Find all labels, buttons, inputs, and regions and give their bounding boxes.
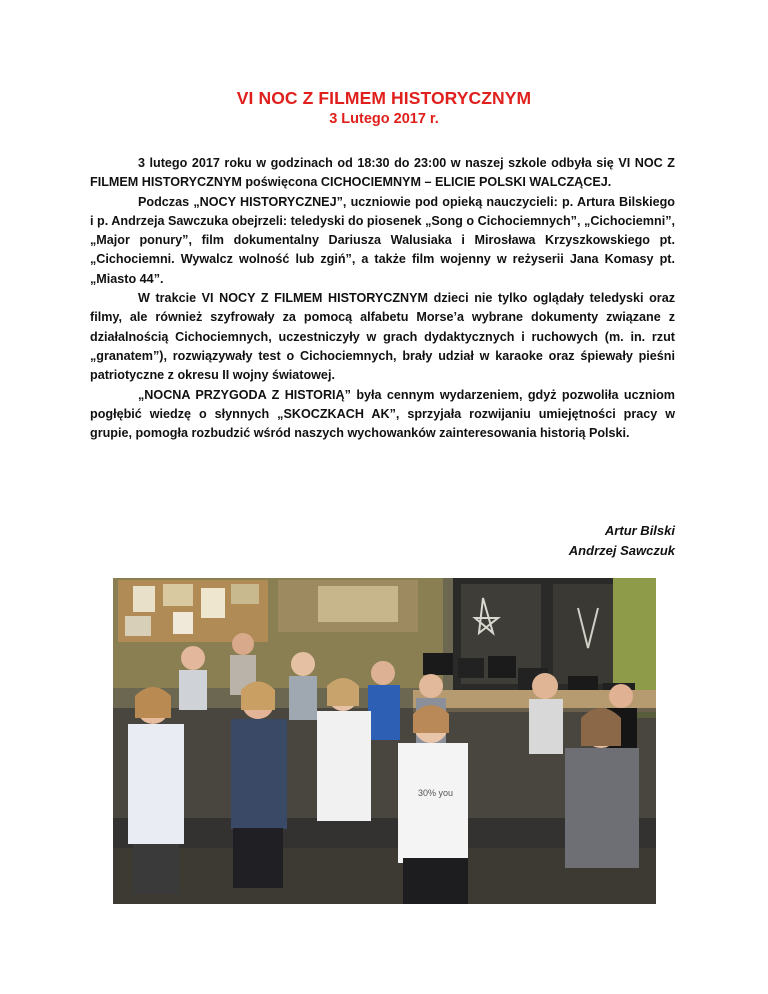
classroom-photo-illustration bbox=[113, 578, 656, 904]
paragraph-2: Podczas „NOCY HISTORYCZNEJ”, uczniowie pod opieką nauczycieli: p. Artura Bilskiego i p. Andrzeja Sawczuka obejrzeli: teledyski do piosenek „Song o Cichociemnych”, „Cichociemni”, „Major ponury”, film dokumentalny Dariusza Walusiaka i Mirosława Krzyszkowskiego pt. „Cichociemni. Wywalcz wolność lub zgiń”, a także film wojenny w reżyserii Jana Komasy pt. „Miasto 44”. bbox=[90, 194, 675, 286]
signatures bbox=[569, 521, 675, 561]
paragraph-1: 3 lutego 2017 roku w godzinach od 18:30 do 23:00 w naszej szkole odbyła się VI NOC Z FILMEM HISTORYCZNYM poświęcona CICHOCIEMNYM – ELICIE POLSKI WALCZĄCEJ. bbox=[90, 156, 675, 190]
paragraph-4: „NOCNA PRZYGODA Z HISTORIĄ” była cennym wydarzeniem, gdyż pozwoliła uczniom pogłębić wiedzę o słynnych „SKOCZKACH AK”, sprzyjała rozwijaniu umiejętności pracy w grupie, pomogła rozbudzić wśród naszych wychowanków zainteresowania historią Polski. bbox=[90, 387, 675, 441]
article-body bbox=[90, 154, 675, 443]
paragraph-3: W trakcie VI NOCY Z FILMEM HISTORYCZNYM dzieci nie tylko oglądały teledyski oraz filmy, ale również szyfrowały za pomocą alfabetu Morse’a wybrane dokumenty związane z działalnością Cichociemnych, uczestniczyły w grach dydaktycznych i ruchowych (m. in. rzut „granatem”), rozwiązywały test o Cichociemnych, brały udział w karaoke oraz śpiewały pieśni patriotyczne z okresu II wojny światowej. bbox=[90, 291, 675, 383]
group-photo bbox=[113, 578, 656, 904]
author-1: Artur Bilski bbox=[604, 523, 675, 538]
page-date: 3 Lutego 2017 r. bbox=[329, 111, 439, 127]
author-2: Andrzej Sawczuk bbox=[568, 543, 675, 558]
page-title: VI NOC Z FILMEM HISTORYCZNYM bbox=[236, 88, 532, 108]
shirt-print: 30% you bbox=[418, 788, 454, 798]
